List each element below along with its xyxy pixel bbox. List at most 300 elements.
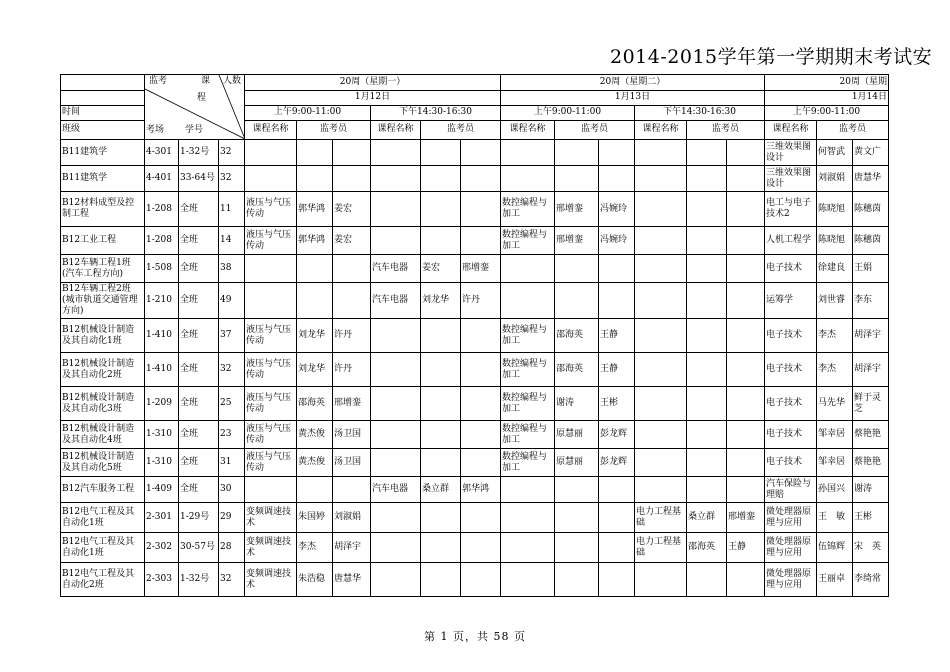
- course-cell: 液压与气压传动: [245, 319, 297, 353]
- invigilator-header: 监考员: [817, 120, 889, 139]
- class-name-cell: B12车辆工程2班(城市轨道交通管理方向): [61, 283, 145, 319]
- invigilator-cell: 汤卫国: [333, 449, 371, 477]
- count-cell: 32: [219, 353, 245, 387]
- course-cell: 变频调速技术: [245, 533, 297, 563]
- invigilator-cell: 刘龙华: [297, 353, 333, 387]
- course-cell: 电力工程基础: [635, 503, 687, 533]
- table-row: [61, 353, 889, 387]
- course-cell: [501, 503, 555, 533]
- course-cell: [501, 477, 555, 503]
- count-cell: 29: [219, 503, 245, 533]
- invigilator-cell: [555, 166, 599, 192]
- invigilator-cell: [555, 563, 599, 597]
- course-cell: [635, 449, 687, 477]
- course-cell: 数控编程与加工: [501, 319, 555, 353]
- course-cell: [501, 140, 555, 166]
- invigilator-header: 监考员: [555, 120, 635, 139]
- pm1-header: 下午14:30-16:30: [371, 105, 501, 120]
- table-row: [61, 319, 889, 353]
- invigilator-cell: [421, 227, 461, 255]
- table-row: [61, 255, 889, 283]
- invigilator-cell: [421, 319, 461, 353]
- course-cell: [371, 563, 421, 597]
- table-row: [61, 449, 889, 477]
- course-cell: 液压与气压传动: [245, 227, 297, 255]
- table-row: [61, 283, 889, 319]
- course-cell: [501, 283, 555, 319]
- course-cell: [635, 353, 687, 387]
- course-cell: [371, 449, 421, 477]
- invigilator-cell: 黄文广: [853, 140, 889, 166]
- invigilator-cell: [687, 227, 727, 255]
- invigilator-cell: 刘龙华: [297, 319, 333, 353]
- page-footer: 第 1 页，共 58 页: [424, 630, 526, 643]
- invigilator-cell: [461, 192, 501, 227]
- room-cell: 1-208: [145, 192, 179, 227]
- course-name-header: 课程名称: [635, 120, 687, 139]
- room-cell: 1-410: [145, 319, 179, 353]
- header-cheng: 程: [197, 93, 207, 103]
- student-id-cell: 全班: [179, 255, 219, 283]
- class-name-cell: B12机械设计制造及其自动化4班: [61, 421, 145, 449]
- invigilator-cell: 胡泽宇: [853, 353, 889, 387]
- course-cell: 汽车电器: [371, 255, 421, 283]
- invigilator-cell: [333, 166, 371, 192]
- invigilator-cell: [297, 477, 333, 503]
- header-jiankao: 监考: [149, 76, 168, 86]
- course-cell: [371, 140, 421, 166]
- class-name-cell: B12电气工程及其自动化1班: [61, 503, 145, 533]
- invigilator-cell: [727, 421, 765, 449]
- invigilator-cell: 陈晓旭: [817, 227, 853, 255]
- invigilator-header: 监考员: [421, 120, 501, 139]
- table-row: [61, 166, 889, 192]
- course-cell: [635, 283, 687, 319]
- course-cell: [501, 255, 555, 283]
- course-cell: [371, 533, 421, 563]
- invigilator-cell: [599, 283, 635, 319]
- course-cell: 电工与电子技术2: [765, 192, 817, 227]
- course-cell: 电力工程基础: [635, 533, 687, 563]
- course-cell: 人机工程学: [765, 227, 817, 255]
- table-row: [61, 421, 889, 449]
- invigilator-cell: [687, 563, 727, 597]
- invigilator-cell: 徐建良: [817, 255, 853, 283]
- invigilator-cell: [727, 255, 765, 283]
- student-id-cell: 全班: [179, 477, 219, 503]
- invigilator-cell: [555, 503, 599, 533]
- invigilator-cell: [687, 421, 727, 449]
- student-id-cell: 1-32号: [179, 140, 219, 166]
- invigilator-cell: [421, 421, 461, 449]
- course-cell: 数控编程与加工: [501, 353, 555, 387]
- room-cell: 1-410: [145, 353, 179, 387]
- class-name-cell: B12机械设计制造及其自动化1班: [61, 319, 145, 353]
- header-blank-2: [61, 90, 145, 105]
- invigilator-cell: [333, 477, 371, 503]
- student-id-cell: 全班: [179, 353, 219, 387]
- course-cell: [371, 227, 421, 255]
- invigilator-cell: [461, 353, 501, 387]
- invigilator-cell: [297, 166, 333, 192]
- invigilator-cell: [727, 387, 765, 421]
- header-ke: 课: [201, 76, 211, 86]
- room-cell: 1-209: [145, 387, 179, 421]
- invigilator-cell: 陈晓旭: [817, 192, 853, 227]
- date3-header: 1月14日: [765, 90, 889, 105]
- course-cell: 数控编程与加工: [501, 449, 555, 477]
- student-id-cell: 全班: [179, 319, 219, 353]
- invigilator-cell: 彭龙辉: [599, 449, 635, 477]
- course-cell: [635, 319, 687, 353]
- invigilator-cell: 邢增銮: [555, 192, 599, 227]
- invigilator-cell: [599, 140, 635, 166]
- student-id-cell: 全班: [179, 227, 219, 255]
- week3-header: 20周（星期: [765, 75, 889, 91]
- date2-header: 1月13日: [501, 90, 765, 105]
- course-cell: [245, 283, 297, 319]
- room-cell: 4-401: [145, 166, 179, 192]
- invigilator-cell: [461, 533, 501, 563]
- invigilator-cell: 蔡艳艳: [853, 449, 889, 477]
- course-cell: 汽车电器: [371, 283, 421, 319]
- course-cell: [635, 227, 687, 255]
- invigilator-cell: 郭华鸿: [297, 192, 333, 227]
- course-cell: 液压与气压传动: [245, 192, 297, 227]
- course-cell: [245, 477, 297, 503]
- class-name-cell: B11建筑学: [61, 166, 145, 192]
- invigilator-cell: [555, 140, 599, 166]
- class-name-cell: B11建筑学: [61, 140, 145, 166]
- invigilator-cell: 唐慧华: [333, 563, 371, 597]
- table-row: [61, 563, 889, 597]
- course-cell: [371, 421, 421, 449]
- course-cell: [635, 166, 687, 192]
- invigilator-cell: 宋 英: [853, 533, 889, 563]
- header-blank: [61, 75, 145, 91]
- student-id-cell: 全班: [179, 192, 219, 227]
- count-cell: 30: [219, 477, 245, 503]
- course-cell: [635, 477, 687, 503]
- invigilator-cell: 蔡艳艳: [853, 421, 889, 449]
- week1-header: 20周（星期一）: [245, 75, 501, 91]
- header-renshu: 人数: [223, 76, 242, 86]
- course-cell: [635, 192, 687, 227]
- course-cell: [245, 166, 297, 192]
- invigilator-cell: 黄杰俊: [297, 449, 333, 477]
- invigilator-cell: 陈穗茵: [853, 227, 889, 255]
- invigilator-cell: [555, 533, 599, 563]
- invigilator-cell: 刘世睿: [817, 283, 853, 319]
- course-cell: [501, 166, 555, 192]
- course-cell: 三维效果图设计: [765, 166, 817, 192]
- student-id-cell: 1-29号: [179, 503, 219, 533]
- table-row: [61, 227, 889, 255]
- invigilator-cell: [421, 563, 461, 597]
- invigilator-cell: [727, 283, 765, 319]
- invigilator-cell: 何智武: [817, 140, 853, 166]
- invigilator-cell: 邢增銮: [333, 387, 371, 421]
- invigilator-cell: 马先华: [817, 387, 853, 421]
- invigilator-cell: 王娟: [853, 255, 889, 283]
- course-cell: 电子技术: [765, 421, 817, 449]
- course-cell: 数控编程与加工: [501, 227, 555, 255]
- header-kaochang: 考场: [146, 125, 165, 135]
- date1-header: 1月12日: [245, 90, 501, 105]
- student-id-cell: 全班: [179, 421, 219, 449]
- invigilator-cell: 黄杰俊: [297, 421, 333, 449]
- invigilator-cell: [687, 192, 727, 227]
- invigilator-cell: 王静: [727, 533, 765, 563]
- course-cell: 运筹学: [765, 283, 817, 319]
- header-xuehao: 学号: [185, 125, 204, 135]
- room-cell: 1-210: [145, 283, 179, 319]
- invigilator-cell: [421, 192, 461, 227]
- invigilator-cell: 桑立群: [687, 503, 727, 533]
- invigilator-cell: 桑立群: [421, 477, 461, 503]
- invigilator-cell: 邹幸居: [817, 449, 853, 477]
- count-cell: 32: [219, 166, 245, 192]
- count-cell: 11: [219, 192, 245, 227]
- invigilator-cell: [297, 255, 333, 283]
- invigilator-cell: 王静: [599, 353, 635, 387]
- course-cell: 微处理器原理与应用: [765, 503, 817, 533]
- course-cell: [371, 353, 421, 387]
- course-name-header: 课程名称: [245, 120, 297, 139]
- course-cell: [635, 421, 687, 449]
- student-id-cell: 全班: [179, 449, 219, 477]
- course-cell: [501, 563, 555, 597]
- invigilator-cell: [297, 283, 333, 319]
- invigilator-cell: 李东: [853, 283, 889, 319]
- invigilator-cell: [421, 140, 461, 166]
- invigilator-cell: [421, 387, 461, 421]
- room-cell: 4-301: [145, 140, 179, 166]
- invigilator-cell: 彭龙辉: [599, 421, 635, 449]
- invigilator-cell: 王丽卓: [817, 563, 853, 597]
- course-cell: 变频调速技术: [245, 503, 297, 533]
- course-cell: [635, 140, 687, 166]
- invigilator-cell: [599, 255, 635, 283]
- course-cell: [371, 503, 421, 533]
- class-name-cell: B12工业工程: [61, 227, 145, 255]
- invigilator-cell: 谢涛: [555, 387, 599, 421]
- invigilator-cell: [461, 387, 501, 421]
- invigilator-cell: 许丹: [461, 283, 501, 319]
- table-row: [61, 533, 889, 563]
- invigilator-cell: [687, 319, 727, 353]
- count-cell: 28: [219, 533, 245, 563]
- header-shijian: 时间: [61, 105, 145, 120]
- invigilator-cell: 邢增銮: [555, 227, 599, 255]
- course-cell: 电子技术: [765, 387, 817, 421]
- course-cell: 数控编程与加工: [501, 421, 555, 449]
- course-name-header: 课程名称: [371, 120, 421, 139]
- am2-header: 上午9:00-11:00: [501, 105, 635, 120]
- invigilator-cell: [599, 563, 635, 597]
- student-id-cell: 1-32号: [179, 563, 219, 597]
- invigilator-cell: [461, 421, 501, 449]
- course-cell: 微处理器原理与应用: [765, 533, 817, 563]
- invigilator-cell: 刘淑娟: [817, 166, 853, 192]
- invigilator-cell: 朱浩稳: [297, 563, 333, 597]
- invigilator-cell: 胡泽宇: [333, 533, 371, 563]
- table-row: [61, 140, 889, 166]
- course-cell: 电子技术: [765, 449, 817, 477]
- invigilator-header: 监考员: [687, 120, 765, 139]
- exam-schedule-table: [60, 74, 889, 597]
- invigilator-cell: [421, 533, 461, 563]
- student-id-cell: 全班: [179, 283, 219, 319]
- invigilator-cell: [461, 319, 501, 353]
- room-cell: 1-409: [145, 477, 179, 503]
- invigilator-cell: 孙国兴: [817, 477, 853, 503]
- invigilator-cell: 胡泽宇: [853, 319, 889, 353]
- invigilator-cell: [333, 283, 371, 319]
- invigilator-cell: 朱国婷: [297, 503, 333, 533]
- invigilator-cell: [687, 140, 727, 166]
- header-banji: 班级: [61, 120, 145, 139]
- invigilator-cell: [727, 477, 765, 503]
- course-cell: 数控编程与加工: [501, 387, 555, 421]
- invigilator-cell: 李杰: [817, 319, 853, 353]
- course-cell: 电子技术: [765, 353, 817, 387]
- invigilator-cell: [727, 140, 765, 166]
- count-cell: 49: [219, 283, 245, 319]
- invigilator-cell: [421, 166, 461, 192]
- invigilator-cell: 许丹: [333, 353, 371, 387]
- invigilator-cell: [599, 166, 635, 192]
- invigilator-cell: [297, 140, 333, 166]
- class-name-cell: B12机械设计制造及其自动化5班: [61, 449, 145, 477]
- course-name-header: 课程名称: [501, 120, 555, 139]
- invigilator-cell: [555, 255, 599, 283]
- course-cell: 电子技术: [765, 319, 817, 353]
- course-cell: [635, 387, 687, 421]
- invigilator-cell: [333, 255, 371, 283]
- invigilator-cell: 邹幸居: [817, 421, 853, 449]
- invigilator-cell: 原慧丽: [555, 449, 599, 477]
- room-cell: 2-302: [145, 533, 179, 563]
- invigilator-cell: [687, 283, 727, 319]
- invigilator-cell: 邵海英: [687, 533, 727, 563]
- invigilator-cell: 邢增銮: [727, 503, 765, 533]
- table-row: [61, 192, 889, 227]
- invigilator-cell: [727, 449, 765, 477]
- course-cell: 液压与气压传动: [245, 353, 297, 387]
- course-cell: [245, 140, 297, 166]
- invigilator-cell: [421, 503, 461, 533]
- invigilator-cell: [727, 227, 765, 255]
- class-name-cell: B12电气工程及其自动化2班: [61, 563, 145, 597]
- invigilator-cell: 邢增銮: [461, 255, 501, 283]
- class-name-cell: B12机械设计制造及其自动化2班: [61, 353, 145, 387]
- invigilator-cell: [461, 449, 501, 477]
- table-row: [61, 503, 889, 533]
- invigilator-cell: 姜宏: [333, 192, 371, 227]
- pm2-header: 下午14:30-16:30: [635, 105, 765, 120]
- student-id-cell: 30-57号: [179, 533, 219, 563]
- count-cell: 23: [219, 421, 245, 449]
- invigilator-cell: 汤卫国: [333, 421, 371, 449]
- invigilator-cell: 冯婉玲: [599, 227, 635, 255]
- course-cell: 电子技术: [765, 255, 817, 283]
- room-cell: 1-508: [145, 255, 179, 283]
- course-cell: [501, 533, 555, 563]
- course-name-header: 课程名称: [765, 120, 817, 139]
- invigilator-cell: [727, 353, 765, 387]
- invigilator-cell: [555, 477, 599, 503]
- invigilator-cell: [687, 449, 727, 477]
- invigilator-cell: 邵海英: [297, 387, 333, 421]
- invigilator-cell: [687, 353, 727, 387]
- invigilator-cell: [687, 166, 727, 192]
- course-cell: 汽车电器: [371, 477, 421, 503]
- week2-header: 20周（星期二）: [501, 75, 765, 91]
- invigilator-cell: 姜宏: [421, 255, 461, 283]
- invigilator-cell: 李杰: [297, 533, 333, 563]
- course-cell: 微处理器原理与应用: [765, 563, 817, 597]
- invigilator-cell: [727, 192, 765, 227]
- invigilator-cell: 李杰: [817, 353, 853, 387]
- invigilator-cell: 姜宏: [333, 227, 371, 255]
- count-cell: 37: [219, 319, 245, 353]
- course-cell: 汽车保险与理赔: [765, 477, 817, 503]
- invigilator-cell: [687, 477, 727, 503]
- table-row: [61, 387, 889, 421]
- invigilator-cell: [461, 166, 501, 192]
- invigilator-cell: 刘龙华: [421, 283, 461, 319]
- invigilator-cell: 郭华鸿: [461, 477, 501, 503]
- student-id-cell: 全班: [179, 387, 219, 421]
- invigilator-cell: 邵海英: [555, 319, 599, 353]
- invigilator-cell: [687, 387, 727, 421]
- invigilator-cell: 冯婉玲: [599, 192, 635, 227]
- course-cell: 变频调速技术: [245, 563, 297, 597]
- invigilator-cell: 谢涛: [853, 477, 889, 503]
- course-cell: 液压与气压传动: [245, 421, 297, 449]
- invigilator-cell: 鲜于灵芝: [853, 387, 889, 421]
- invigilator-cell: [333, 140, 371, 166]
- class-name-cell: B12材料成型及控制工程: [61, 192, 145, 227]
- count-cell: 32: [219, 140, 245, 166]
- class-name-cell: B12机械设计制造及其自动化3班: [61, 387, 145, 421]
- invigilator-cell: 王 敏: [817, 503, 853, 533]
- count-cell: 32: [219, 563, 245, 597]
- header-diagonal-cell: [145, 75, 245, 140]
- room-cell: 1-310: [145, 421, 179, 449]
- invigilator-cell: 王彬: [853, 503, 889, 533]
- course-cell: 液压与气压传动: [245, 387, 297, 421]
- class-name-cell: B12车辆工程1班(汽车工程方向): [61, 255, 145, 283]
- course-cell: [371, 192, 421, 227]
- invigilator-cell: 王彬: [599, 387, 635, 421]
- invigilator-cell: [727, 319, 765, 353]
- class-name-cell: B12汽车服务工程: [61, 477, 145, 503]
- course-cell: [371, 387, 421, 421]
- course-cell: 液压与气压传动: [245, 449, 297, 477]
- course-cell: 三维效果图设计: [765, 140, 817, 166]
- invigilator-cell: [727, 166, 765, 192]
- invigilator-cell: [599, 533, 635, 563]
- invigilator-cell: 伍锦辉: [817, 533, 853, 563]
- invigilator-cell: [599, 477, 635, 503]
- invigilator-cell: 唐慧华: [853, 166, 889, 192]
- invigilator-cell: 邵海英: [555, 353, 599, 387]
- student-id-cell: 33-64号: [179, 166, 219, 192]
- course-cell: [635, 255, 687, 283]
- count-cell: 31: [219, 449, 245, 477]
